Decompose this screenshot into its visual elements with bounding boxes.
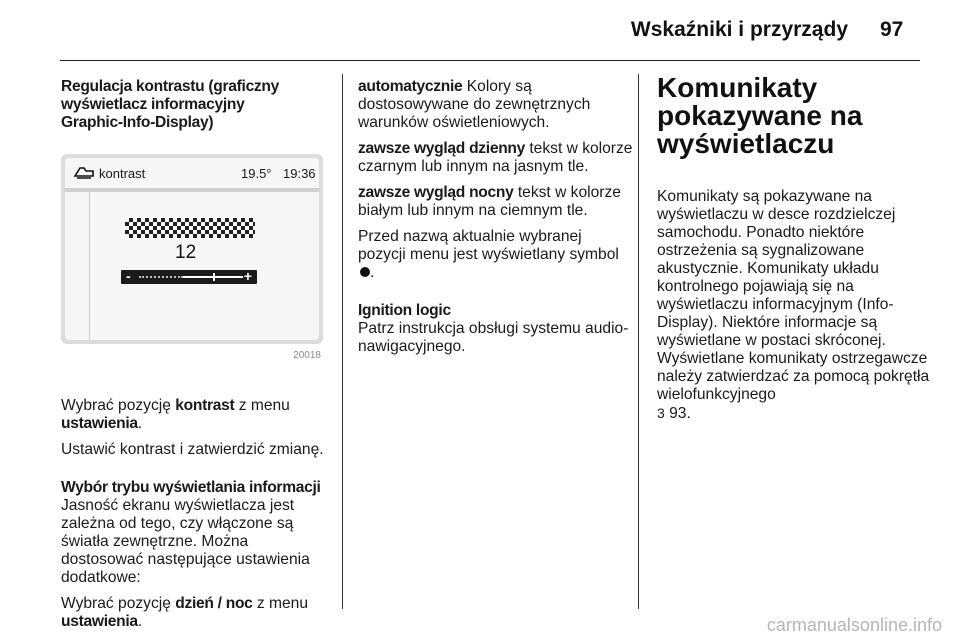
paragraph-set-contrast: Ustawić kontrast i zatwierdzić zmianę. — [61, 441, 324, 458]
header-rule — [60, 60, 920, 61]
option-automatic: automatycznie Kolory są dostosowywane do zewnętrznych warunków oświetleniowych. — [358, 78, 591, 131]
slider-minus: - — [126, 268, 131, 284]
page-number: 97 — [880, 18, 904, 41]
slider-plus: + — [243, 268, 252, 284]
paragraph-select-contrast: Wybrać pozycję kontrast z menu ustawienia. — [61, 397, 290, 432]
column-divider-1 — [342, 74, 343, 609]
display-figure — [61, 154, 329, 369]
option-night: zawsze wygląd nocny tekst w kolorze białym lub innym na ciemnym tle. — [358, 184, 621, 219]
display-status-row — [71, 164, 315, 182]
contrast-value: 12 — [175, 242, 197, 263]
column-3 — [657, 72, 932, 431]
display-screen — [61, 154, 323, 344]
column-divider-2 — [638, 74, 639, 609]
paragraph-ignition: Patrz instrukcja obsługi systemu audio-nawigacyjnego. — [358, 320, 629, 355]
bullet-dot-icon — [360, 267, 370, 277]
slider-knob — [213, 273, 215, 281]
section-heading-contrast: Regulacja kontrastu (graficzny wyświetlacz informacyjny Graphic-Info-Display) — [61, 78, 280, 131]
chapter-heading: Komunikaty pokazywane na wyświetlaczu — [657, 72, 863, 159]
column-1 — [61, 78, 329, 639]
paragraph-brightness: Jasność ekranu wyświetlacza jest zależna od tego, czy włączone są światła zewnętrzne. Można dostosować następujące ustawienia dodatkowe: — [61, 497, 310, 586]
contrast-slider — [121, 270, 257, 284]
contrast-test-pattern — [125, 218, 255, 238]
paragraph-selection-symbol: Przed nazwą aktualnie wybranej pozycji menu jest wyświetlany symbol . — [358, 228, 619, 281]
display-time: 19:36 — [283, 166, 316, 181]
watermark: carmanualsonline.info — [766, 615, 942, 635]
paragraph-select-daynight: Wybrać pozycję dzień / noc z menu ustawienia. — [61, 595, 309, 630]
column-2 — [358, 78, 633, 364]
section-heading-ignition: Ignition logic — [358, 302, 451, 319]
paragraph-messages: Komunikaty są pokazywane na wyświetlaczu w desce rozdzielczej samochodu. Ponadto niektóre ostrzeżenia są sygnalizowane akustycznie. Komunikaty układu kontrolnego pojawiają się na wyświetlaczu informacyjnym (Info-Display). Niektóre informacje są wyświetlane w postaci skróconej. Wyświetlane komunikaty ostrzegawcze należy zatwierdzać za pomocą pokrętła wielofunkcyjnego 3 93. — [657, 188, 930, 422]
page-reference-arrow-icon: 3 — [657, 405, 665, 421]
option-day: zawsze wygląd dzienny tekst w kolorze czarnym lub innym na jasnym tle. — [358, 140, 633, 175]
running-header-title: Wskaźniki i przyrządy — [630, 18, 848, 41]
page-reference: 93. — [664, 405, 691, 422]
display-menu-label: kontrast — [99, 166, 146, 181]
section-heading-display-mode: Wybór trybu wyświetlania informacji — [61, 479, 321, 496]
figure-number: 20018 — [293, 350, 321, 361]
display-temperature: 19.5° — [241, 166, 272, 181]
car-settings-icon — [73, 165, 95, 179]
